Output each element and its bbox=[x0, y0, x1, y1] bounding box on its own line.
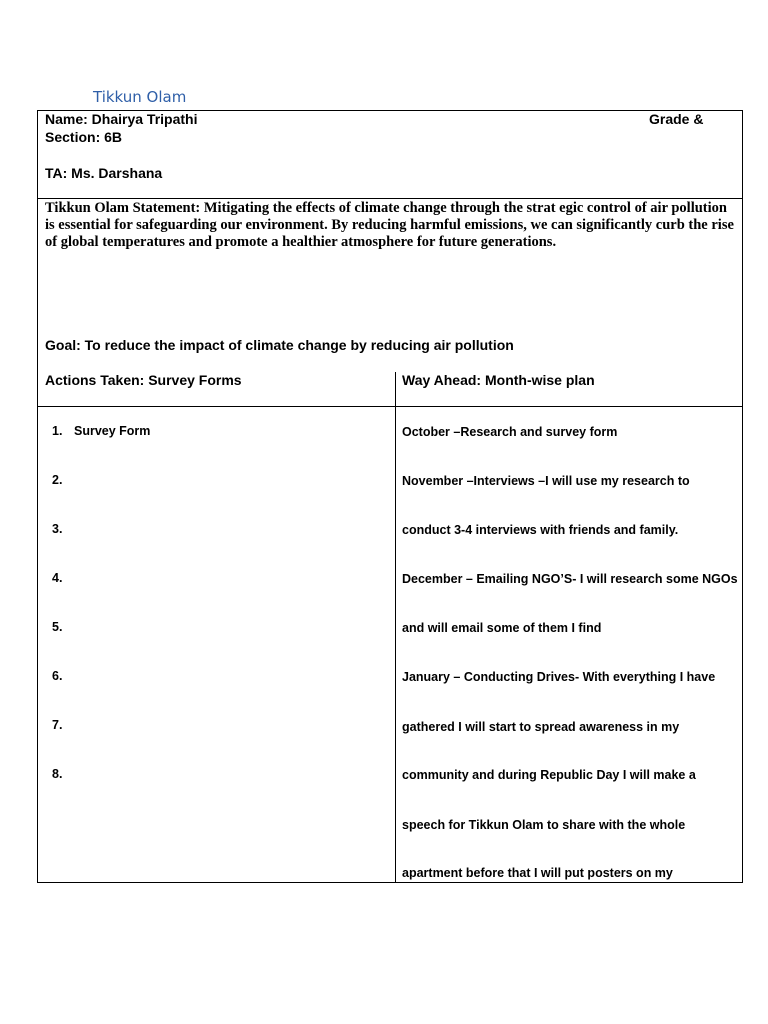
project-table bbox=[37, 110, 743, 883]
ta-label: TA: Ms. Darshana bbox=[45, 165, 163, 181]
header-divider bbox=[38, 406, 742, 407]
list-item: 6. bbox=[52, 669, 63, 683]
column-divider bbox=[395, 372, 396, 882]
plan-line: and will email some of them I find bbox=[402, 621, 602, 635]
actions-column-header: Actions Taken: Survey Forms bbox=[45, 372, 242, 388]
list-item: 2. bbox=[52, 473, 63, 487]
plan-line: speech for Tikkun Olam to share with the whole bbox=[402, 818, 686, 832]
list-item: 8. bbox=[52, 767, 63, 781]
plan-line: apartment before that I will put posters on my bbox=[402, 866, 673, 880]
section-label: Section: 6B bbox=[45, 129, 123, 145]
plan-line: December – Emailing NGO’S- I will research some NGOs bbox=[402, 572, 738, 586]
plan-line: gathered I will start to spread awareness in my bbox=[402, 720, 680, 734]
list-item: 3. bbox=[52, 522, 63, 536]
student-info-cell bbox=[38, 111, 742, 199]
list-item: 7. bbox=[52, 718, 63, 732]
list-item: 4. bbox=[52, 571, 63, 585]
student-name: Name: Dhairya Tripathi bbox=[45, 111, 198, 127]
goal-text: Goal: To reduce the impact of climate change by reducing air pollution bbox=[45, 337, 514, 353]
document-title: Tikkun Olam bbox=[93, 88, 187, 106]
plan-line: October –Research and survey form bbox=[402, 425, 618, 439]
grade-label: Grade & bbox=[649, 111, 704, 127]
list-item: 5. bbox=[52, 620, 63, 634]
tikkun-olam-statement: Tikkun Olam Statement: Mitigating the effects of climate change through the strat egic control of air pollution is essential for safeguarding our environment. By reducing harmful emissions, we can significantly curb the rise of global temperatures and promote a healthier atmosphere for future generations. bbox=[45, 200, 734, 250]
list-item: 1. Survey Form bbox=[52, 424, 151, 438]
plan-column-header: Way Ahead: Month-wise plan bbox=[402, 372, 595, 388]
plan-line: community and during Republic Day I will make a bbox=[402, 768, 696, 782]
plan-line: January – Conducting Drives- With everything I have bbox=[402, 670, 716, 684]
plan-line: November –Interviews –I will use my research to bbox=[402, 474, 690, 488]
plan-line: conduct 3-4 interviews with friends and family. bbox=[402, 523, 679, 537]
